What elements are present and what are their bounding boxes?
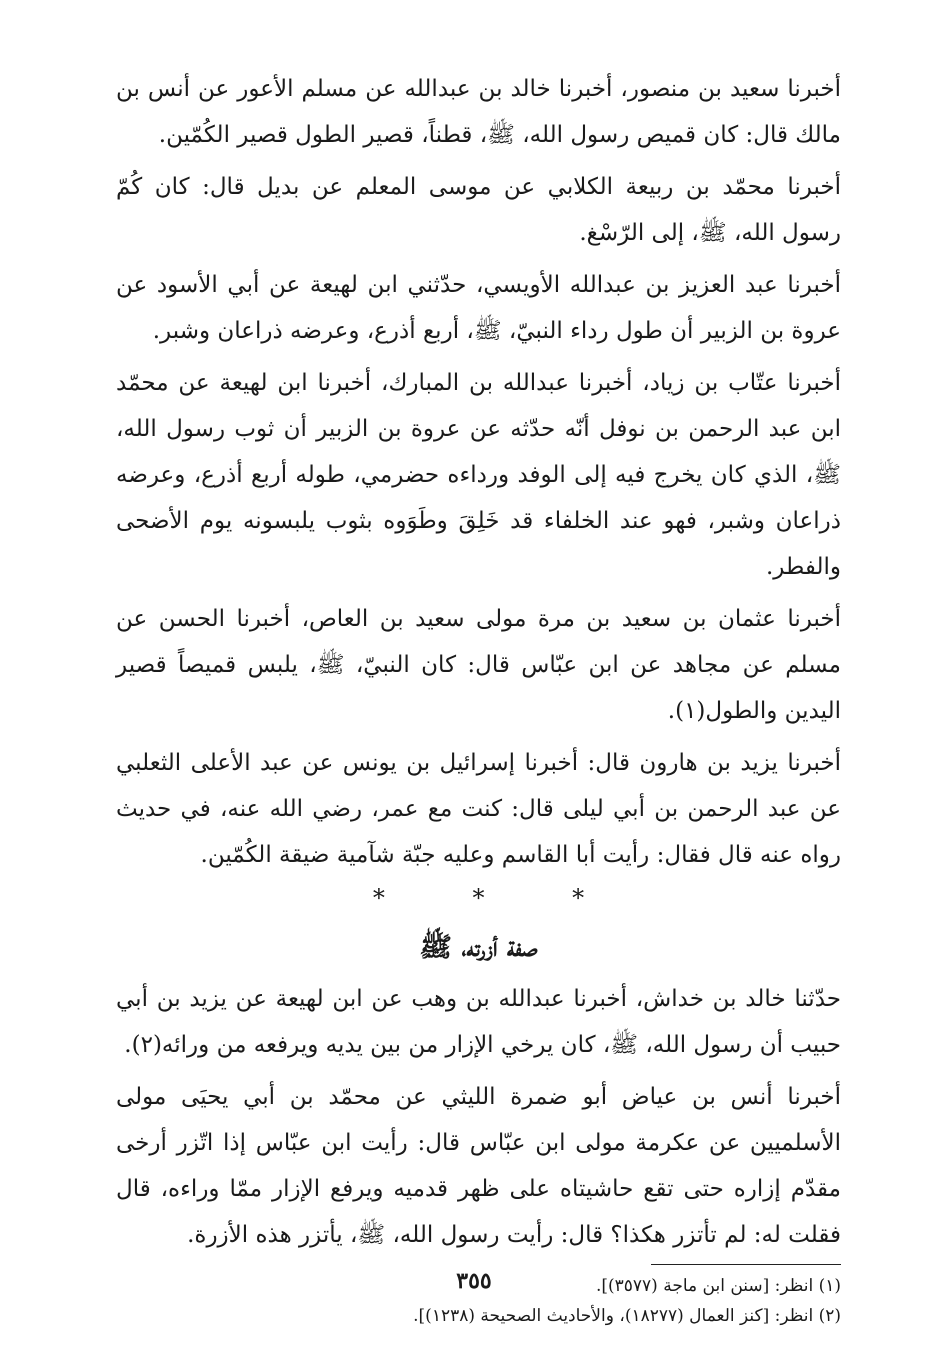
hadith-paragraph: حدّثنا خالد بن خداش، أخبرنا عبدالله بن وهب عن ابن لهيعة عن يزيد بن أبي حبيب أن رسول الله، ﷺ، كان يرخي الإزار من بين يديه ويرفعه من ورائه(٢). [116, 986, 841, 1058]
hadith-paragraph: أخبرنا محمّد بن ربيعة الكلابي عن موسى المعلم عن بديل قال: كان كُمّ رسول الله، ﷺ، إلى الرّسْغ. [116, 174, 841, 246]
hadith-paragraph: أخبرنا أنس بن عياض أبو ضمرة الليثي عن محمّد بن أبي يحيَى مولى الأسلميين عن عكرمة مولى ابن عبّاس قال: رأيت ابن عبّاس إذا اتّزر أرخى مقدّم إزاره حتى تقع حاشيتاه على ظهر قدميه ويرفع الإزار ممّا وراءه، قال فقلت له: لم تأتزر هكذا؟ قال: رأيت رسول الله، ﷺ، يأتزر هذه الأزرة. [116, 1084, 841, 1248]
footnote: (١) انظر: [سنن ابن ماجة (٣٥٧٧)]. [595, 1276, 841, 1296]
section-separator: * * * [372, 884, 625, 912]
hadith-paragraph: أخبرنا عثمان بن سعيد بن مرة مولى سعيد بن العاص، أخبرنا الحسن عن مسلم عن مجاهد عن ابن عبّاس قال: كان النبيّ، ﷺ، يلبس قميصاً قصير اليدين والطول(١). [116, 606, 841, 724]
hadith-paragraph: أخبرنا سعيد بن منصور، أخبرنا خالد بن عبدالله عن مسلم الأعور عن أنس بن مالك قال: كان قميص رسول الله، ﷺ، قطناً، قصير الطول قصير الكُمّين. [116, 76, 841, 148]
page-number: ٣٥٥ [456, 1268, 492, 1294]
hadith-paragraph: أخبرنا عبد العزيز بن عبدالله الأويسي، حدّثني ابن لهيعة عن أبي الأسود عن عروة بن الزبير أن طول رداء النبيّ، ﷺ، أربع أذرع، وعرضه ذراعان وشبر. [116, 272, 841, 344]
section-heading: صفة أزرته، ﷺ [419, 932, 538, 963]
footnote: (٢) انظر: [كنز العمال (١٨٢٧٧)، والأحاديث الصحيحة (١٢٣٨)]. [413, 1306, 841, 1326]
page-body [116, 66, 841, 1331]
footnote-divider [651, 1264, 841, 1265]
hadith-paragraph: أخبرنا عتّاب بن زياد، أخبرنا عبدالله بن المبارك، أخبرنا ابن لهيعة عن محمّد ابن عبد الرحمن بن نوفل أنّه حدّثه عن عروة بن الزبير أن ثوب رسول الله، ﷺ، الذي كان يخرج فيه إلى الوفد ورداءه حضرمي، طوله أربع أذرع، وعرضه ذراعان وشبر، فهو عند الخلفاء قد خَلِقَ وطَوَوه بثوب يلبسونه يوم الأضحى والفطر. [116, 370, 841, 580]
hadith-paragraph: أخبرنا يزيد بن هارون قال: أخبرنا إسرائيل بن يونس عن عبد الأعلى الثعلبي عن عبد الرحمن بن أبي ليلى قال: كنت مع عمر، رضي الله عنه، في حديث رواه عنه قال فقال: رأيت أبا القاسم وعليه جبّة شآمية ضيقة الكُمّين. [116, 750, 841, 868]
